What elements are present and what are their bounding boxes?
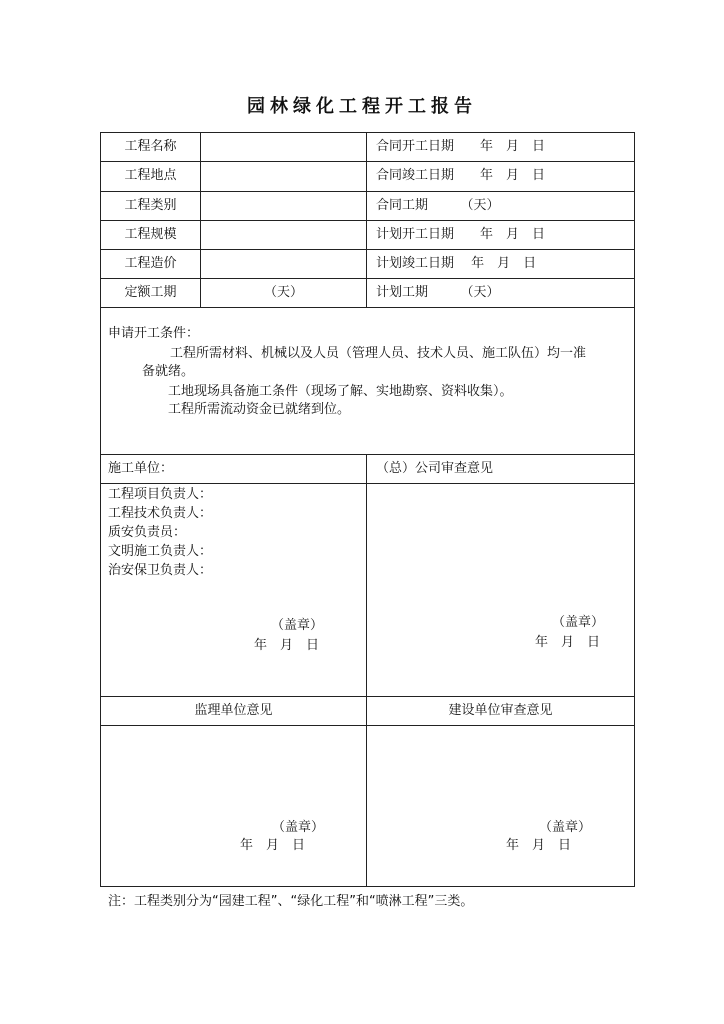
construction-unit-heading: 施工单位： xyxy=(108,461,174,476)
contract-duration: 合同工期 （天） xyxy=(376,198,500,213)
footnote: 注：工程类别分为“园建工程”、“绿化工程”和“喷淋工程”三类。 xyxy=(108,894,474,909)
technical-lead-label: 工程技术负责人： xyxy=(108,506,213,521)
contract-start-date: 合同开工日期 年 月 日 xyxy=(376,139,546,154)
project-manager-label: 工程项目负责人： xyxy=(108,487,213,502)
conditions-heading: 申请开工条件： xyxy=(108,326,200,341)
company-review-heading: （总）公司审查意见 xyxy=(376,461,494,476)
company-review-stamp: （盖章） xyxy=(552,615,605,630)
label-project-name: 工程名称 xyxy=(124,139,177,154)
label-project-type: 工程类别 xyxy=(124,198,177,213)
owner-review-stamp: （盖章） xyxy=(539,820,592,835)
label-project-scale: 工程规模 xyxy=(124,227,177,242)
supervision-date: 年 月 日 xyxy=(240,838,306,853)
company-review-date: 年 月 日 xyxy=(535,635,601,650)
owner-review-heading: 建设单位审查意见 xyxy=(448,703,553,718)
condition-line-1: 工程所需材料、机械以及人员（管理人员、技术人员、施工队伍）均一准 xyxy=(170,346,587,361)
condition-line-2: 工地现场具备施工条件（现场了解、实地勘察、资料收集）。 xyxy=(168,384,513,399)
security-label: 治安保卫负责人： xyxy=(108,563,213,578)
planned-duration: 计划工期 （天） xyxy=(376,285,500,300)
planned-start-date: 计划开工日期 年 月 日 xyxy=(376,227,546,242)
construction-date: 年 月 日 xyxy=(254,638,320,653)
value-quota-duration[interactable]: （天） xyxy=(263,285,303,300)
condition-line-1-cont: 备就绪。 xyxy=(142,364,195,379)
owner-review-date: 年 月 日 xyxy=(506,838,572,853)
supervision-stamp: （盖章） xyxy=(272,820,325,835)
label-project-cost: 工程造价 xyxy=(124,256,177,271)
construction-stamp: （盖章） xyxy=(271,618,324,633)
planned-completion-date: 计划竣工日期 年 月 日 xyxy=(376,256,537,271)
condition-line-3: 工程所需流动资金已就绪到位。 xyxy=(168,402,351,417)
supervision-heading: 监理单位意见 xyxy=(194,703,273,718)
page-title: 园林绿化工程开工报告 xyxy=(247,96,477,117)
label-project-location: 工程地点 xyxy=(124,168,177,183)
quality-safety-label: 质安负责员： xyxy=(108,525,187,540)
contract-completion-date: 合同竣工日期 年 月 日 xyxy=(376,168,546,183)
civil-construction-label: 文明施工负责人： xyxy=(108,544,213,559)
label-quota-duration: 定额工期 xyxy=(124,285,177,300)
